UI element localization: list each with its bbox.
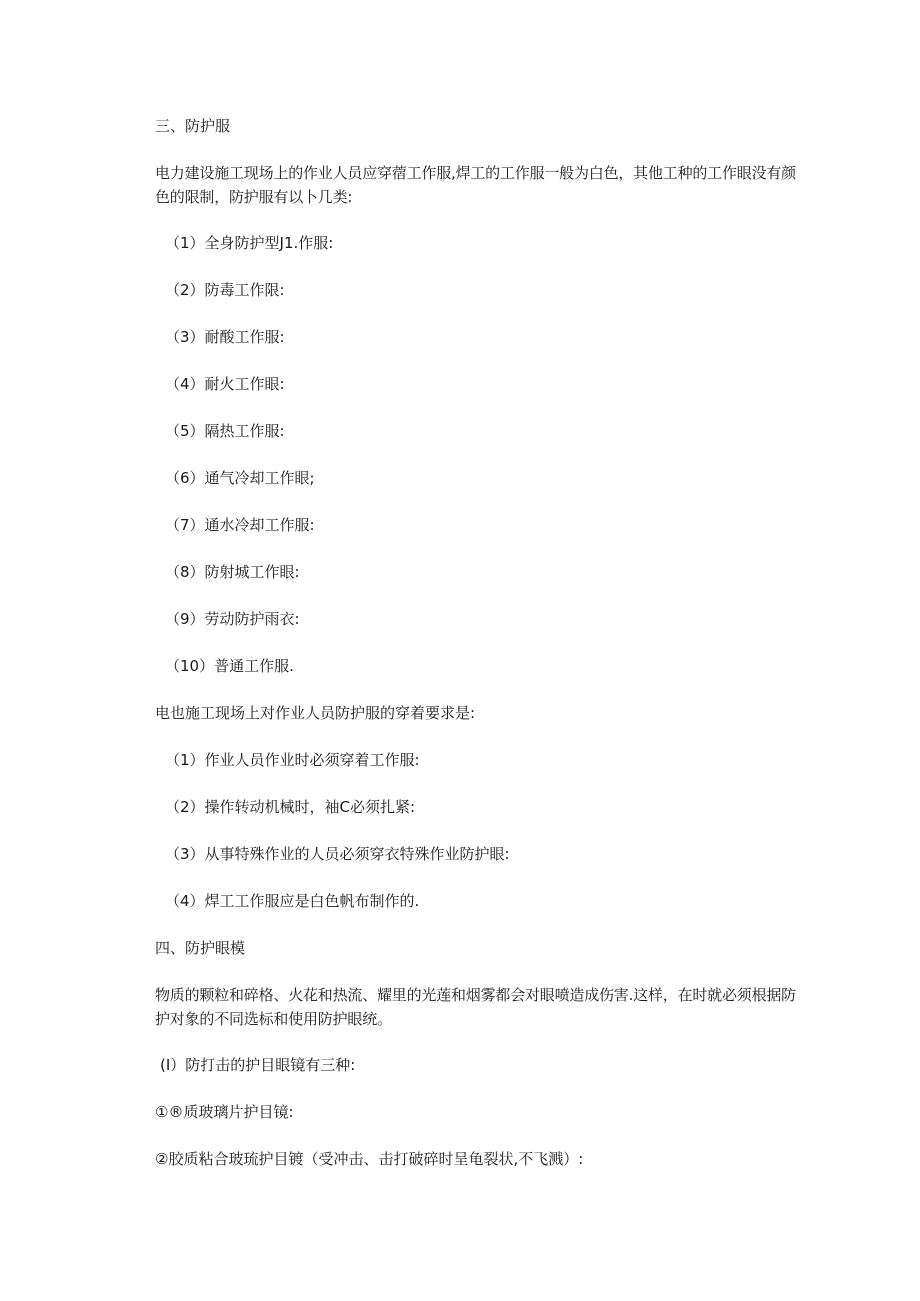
clothing-type-item: （9）劳动防护雨衣: bbox=[165, 610, 300, 628]
clothing-type-item: （4）耐火工作眼: bbox=[165, 375, 285, 393]
requirement-item: （1）作业人员作业时必须穿着工作服: bbox=[165, 751, 420, 769]
section-4-intro-text: 物质的颗粒和碎格、火花和热流、耀里的光莲和烟雾都会对眼喷造成伤害.这样，在时就必须根据防护对象的不同选标和使用防护眼统。 bbox=[155, 986, 796, 1028]
requirement-item: （4）焊工工作服应是白色帆布制作的. bbox=[165, 892, 420, 910]
impact-goggles-item: ①®质玻璃片护目镜: bbox=[155, 1103, 294, 1121]
section-3-intro-text: 电力建设施工现场上的作业人员应穿蓿工作服,焊工的工作服一般为白色，其他工种的工作眼没有颜色的限制，防护服有以卜几类: bbox=[155, 164, 796, 206]
clothing-type-item: （6）通气冷却工作眼; bbox=[165, 469, 315, 487]
requirement-item: （3）从事特殊作业的人员必须穿衣特殊作业防护眼: bbox=[165, 845, 510, 863]
section-4-intro bbox=[155, 983, 807, 1031]
section-4-heading: 四、防护眼模 bbox=[155, 939, 246, 957]
clothing-type-item: （7）通水冷却工作服: bbox=[165, 516, 315, 534]
requirement-item: （2）操作转动机械时，袖C必须扎紧: bbox=[165, 798, 416, 816]
clothing-type-item: （1）全身防护型J1.作服: bbox=[165, 234, 334, 252]
impact-goggles-heading: (I）防打击的护目眼镜有三种: bbox=[160, 1056, 356, 1074]
clothing-type-item: （2）防毒工作限: bbox=[165, 281, 285, 299]
clothing-type-item: （3）耐酸工作服: bbox=[165, 328, 285, 346]
clothing-type-item: （10）普通工作服. bbox=[165, 657, 294, 675]
section-3-heading: 三、防护服 bbox=[155, 117, 231, 135]
requirements-intro: 电也施工现场上对作业人员防护服的穿着要求是: bbox=[155, 704, 476, 722]
section-3-intro bbox=[155, 161, 807, 209]
impact-goggles-item: ②胶质粘合玻琉护目镀（受冲击、击打破碎时呈龟裂状,不飞溅）: bbox=[155, 1150, 584, 1168]
clothing-type-item: （8）防射城工作眼: bbox=[165, 563, 300, 581]
clothing-type-item: （5）隔热工作服: bbox=[165, 422, 285, 440]
